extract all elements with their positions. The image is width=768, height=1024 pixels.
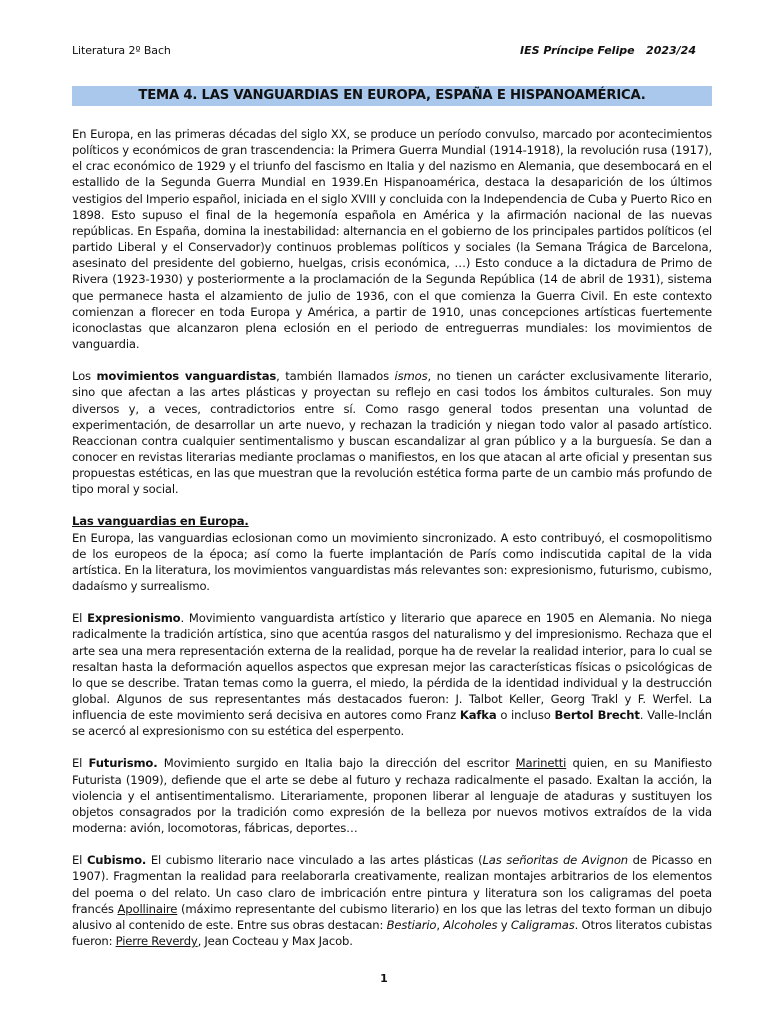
name-kafka: Kafka (459, 708, 497, 723)
paragraph-context: En Europa, en las primeras décadas del siglo XX, se produce un período convulso, marcado por acontecimientos políticos y económicos de gran trascendencia: la Primera Guerra Mundial (1914-1918), la revolución rusa (1917), el crac económico de 1929 y el triunfo del fascismo en Italia y del nazismo en Alemania, que desembocará en el estallido de la Segunda Guerra Mundial en 1939.En Hispanoamérica, destaca la desaparición de los últimos vestigios del Imperio español, iniciada en el siglo XVIII y concluida con la Independencia de Cuba y Puerto Rico en 1898. Esto supuso el final de la hegemonía española en América y la afirmación nacional de las nuevas repúblicas. En España, domina la inestabilidad: alternancia en el gobierno de los principales partidos políticos (el partido Liberal y el Conservador)y continuos problemas políticos y sociales (la Semana Trágica de Barcelona, asesinato del presidente del gobierno, huelgas, crisis económica, …) Esto conduce a la dictadura de Primo de Rivera (1923-1930) y posteriormente a la proclamación de la Segunda República (14 de abril de 1931), sistema que permanece hasta el alzamiento de julio de 1936, con el que comienza la Guerra Civil. En este contexto comienzan a florecer en toda Europa y América, a partir de 1910, unas concepciones artísticas fuertemente iconoclastas que alcanzaron plena eclosión en el periodo de entreguerras mundiales: los movimientos de vanguardia. (72, 127, 712, 352)
text-run: de Picasso en 1907). Fragmentan la realidad para reelaborarla creativamente, realizan montajes arbitrarios de los elementos del poema o del relato. Un caso claro de imbricación entre pintura y literatura son los caligramas del poeta francés (72, 853, 712, 916)
paragraph-futurismo (72, 755, 712, 836)
text-run: , no tienen un carácter exclusivamente literario, sino que afectan a las artes plásticas y proyectan su reflejo en casi todos los ámbitos culturales. Son muy diversos y, a veces, contradictorios entre sí. Como rasgo general todos presentan una voluntad de experimentación, de desarrollar un arte nuevo, y rechazan la tradición y niegan todo valor al pasado artístico. Reaccionan contra cualquier sentimentalismo y buscan escandalizar al gran público y a la burguesía. Se dan a conocer en revistas literarias mediante proclamas o manifiestos, en los que atacan al arte oficial y presentan sus propuestas estéticas, en las que muestran que la revolución estética forma parte de un cambio más profundo de tipo moral y social. (72, 369, 713, 497)
term-cubismo: Cubismo. (86, 853, 147, 868)
work-alcoholes: Alcoholes (443, 917, 498, 932)
section-europa-text: En Europa, las vanguardias eclosionan como un movimiento sincronizado. A esto contribuyó, el cosmopolitismo de los europeos de la época; así como la fuerte implantación de París como indiscutida capital de la vida artística. En la literatura, los movimientos vanguardistas más relevantes son: expresionismo, futurismo, cubismo, dadaísmo y surrealismo. (72, 530, 712, 594)
work-senoritas-avignon: Las señoritas de Avignon (482, 853, 628, 868)
text-run: . Movimiento vanguardista artístico y literario que aparece en 1905 en Alemania. No niega radicalmente la tradición artística, sino que acentúa rasgos del naturalismo y del impresionismo. Rechaza que el arte sea una mera representación externa de la realidad, porque ha de revelar la realidad interior, para lo cual se resaltan hasta la deformación aquellos aspectos que expresan mejor las características físicas o psicológicas de lo que se describe. Tratan temas como la guerra, el miedo, la pérdida de la identidad individual y la destrucción global. Algunos de sus representantes más destacados fueron: J. Talbot Keller, Georg Trakl y F. Werfel. La influencia de este movimiento será decisiva en autores como Franz (72, 611, 712, 723)
page-number: 1 (380, 972, 388, 985)
work-caligramas: Caligramas (510, 917, 575, 932)
text-run: , Jean Cocteau y Max Jacob. (197, 934, 353, 949)
header-school (520, 44, 696, 57)
document-body (72, 126, 712, 949)
paragraph-expresionismo (72, 610, 712, 739)
text-run: . Otros literatos cubistas fueron: (72, 917, 712, 949)
text-run: quien, en su Manifiesto Futurista (1909), defiende que el arte se debe al futuro y rechaza radicalmente el pasado. Exaltan la acción, la violencia y el antisentimentalismo. Literariamente, proponen liberar al lenguaje de ataduras y sustituyen los objetos consagrados por la tradición como expresión de la belleza por nuevos motivos extraídos de la vida moderna: avión, locomotoras, fábricas, deportes… (72, 756, 713, 836)
term-expresionismo: Expresionismo (87, 611, 181, 626)
header-year: 2023/24 (646, 44, 696, 57)
name-brecht: Bertol Brecht (554, 708, 640, 723)
text-run: Los (72, 369, 97, 384)
text-run: y (497, 917, 511, 932)
name-marinetti: Marinetti (515, 756, 567, 771)
section-europa (72, 513, 712, 594)
term-futurismo: Futurismo. (88, 756, 158, 771)
text-run: , (436, 917, 444, 932)
text-run: El cubismo literario nace vinculado a las artes plásticas ( (146, 853, 483, 868)
section-heading-europa: Las vanguardias en Europa. (72, 514, 249, 529)
paragraph-vanguardistas (72, 368, 712, 497)
text-run: . Valle-Inclán se acercó al expresionismo con su estética del esperpento. (72, 708, 713, 739)
text-run: El (72, 853, 87, 868)
header-school-name: IES Príncipe Felipe (519, 44, 635, 57)
text-run: El (72, 611, 88, 626)
page-title: TEMA 4. LAS VANGUARDIAS EN EUROPA, ESPAÑA E HISPANOAMÉRICA. (72, 86, 712, 106)
text-run: Movimiento surgido en Italia bajo la dirección del escritor (157, 756, 516, 771)
name-reverdy: Pierre Reverdy (115, 934, 198, 949)
text-run: o incluso (496, 708, 555, 723)
term-ismos: ismos (394, 369, 428, 384)
name-apollinaire: Apollinaire (117, 901, 178, 916)
text-run: , también llamados (276, 369, 395, 384)
header-course: Literatura 2º Bach (72, 44, 171, 57)
paragraph-cubismo (72, 852, 712, 949)
text-run: (máximo representante del cubismo literario) en los que las letras del texto forman un dibujo alusivo al contenido de este. Entre sus obras destacan: (72, 901, 712, 932)
term-movimientos-vanguardistas: movimientos vanguardistas (96, 369, 277, 384)
work-bestiario: Bestiario (386, 917, 437, 932)
text-run: El (72, 756, 89, 771)
